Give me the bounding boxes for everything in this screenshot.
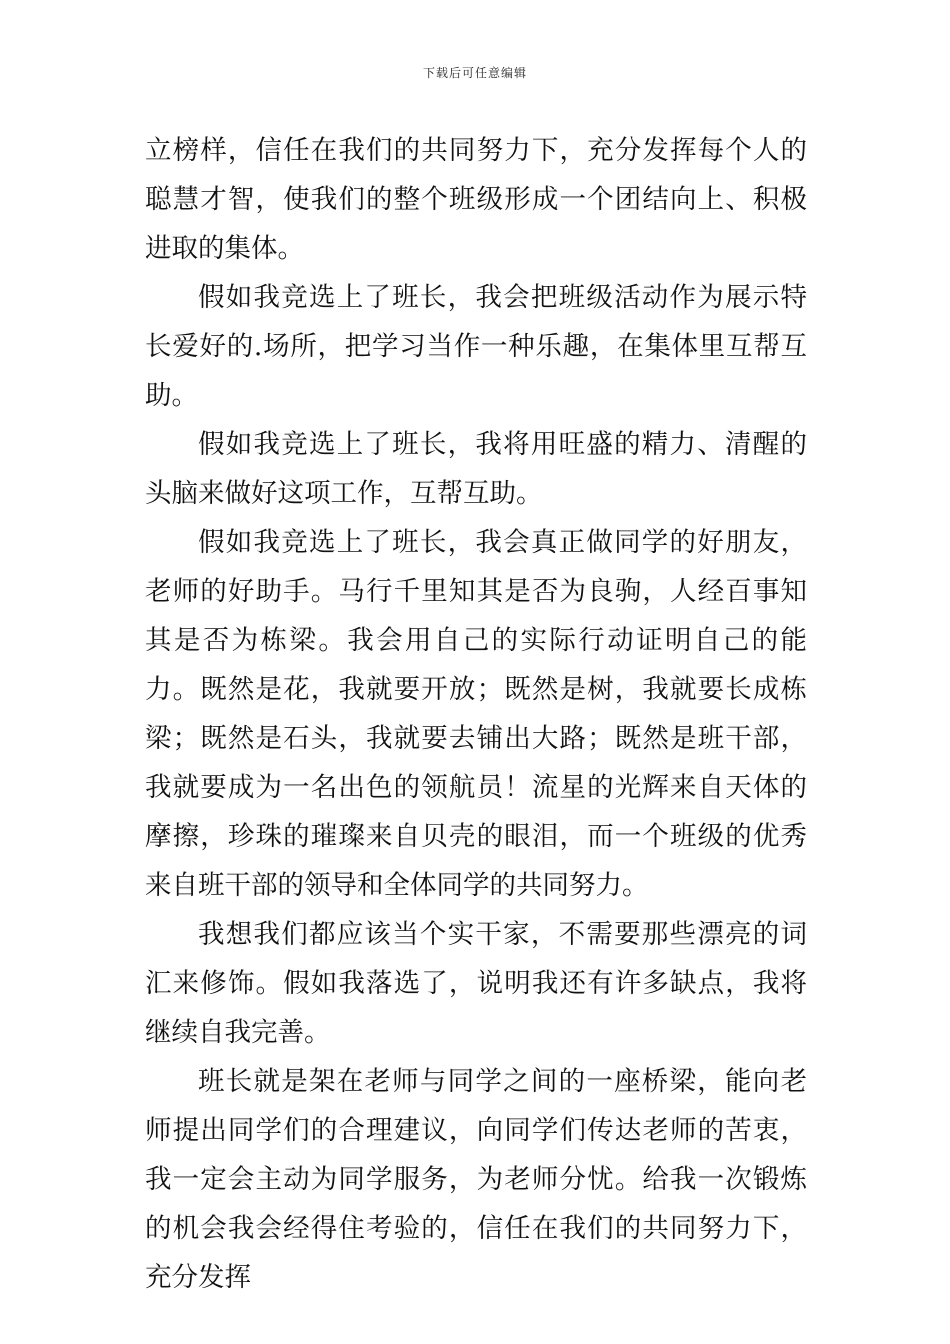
paragraph: 假如我竞选上了班长，我会真正做同学的好朋友，老师的好助手。马行千里知其是否为良驹，人经百事知其是否为栋梁。我会用自己的实际行动证明自己的能力。既然是花，我就要开放；既然是树，我就要长成栋梁；既然是石头，我就要去铺出大路；既然是班干部，我就要成为一名出色的领航员！流星的光辉来自天体的摩擦，珍珠的璀璨来自贝壳的眼泪，而一个班级的优秀来自班干部的领导和全体同学的共同努力。 <box>145 527 807 901</box>
paragraph: 我想我们都应该当个实干家，不需要那些漂亮的词汇来修饰。假如我落选了，说明我还有许多缺点，我将继续自我完善。 <box>145 919 807 1048</box>
paragraph: 假如我竞选上了班长，我会把班级活动作为展示特长爱好的.场所，把学习当作一种乐趣，在集体里互帮互助。 <box>145 282 807 411</box>
page-header: 下载后可任意编辑 <box>422 66 527 80</box>
paragraph-continued: 立榜样，信任在我们的共同努力下，充分发挥每个人的聪慧才智，使我们的整个班级形成一个团结向上、积极进取的集体。 <box>145 135 807 264</box>
paragraph: 假如我竞选上了班长，我将用旺盛的精力、清醒的头脑来做好这项工作，互帮互助。 <box>145 429 807 509</box>
document-body <box>145 126 807 1302</box>
paragraph: 班长就是架在老师与同学之间的一座桥梁，能向老师提出同学们的合理建议，向同学们传达老师的苦衷，我一定会主动为同学服务，为老师分忧。给我一次锻炼的机会我会经得住考验的，信任在我们的共同努力下，充分发挥 <box>145 1066 807 1293</box>
